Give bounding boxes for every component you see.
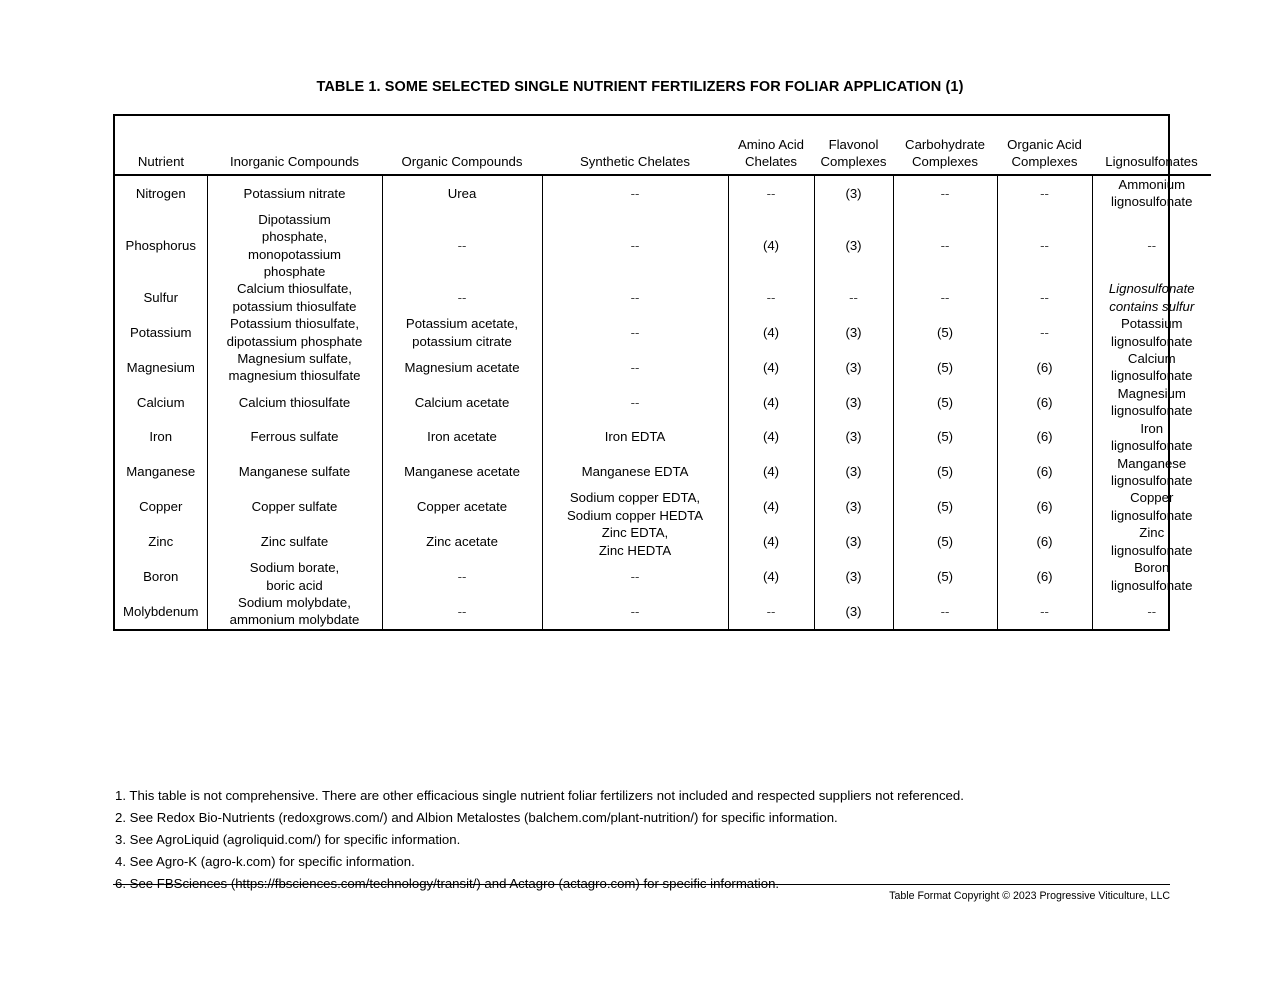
cell-synthetic: -- <box>542 559 728 594</box>
cell-carbohydrate: (5) <box>893 385 997 420</box>
column-header-1: Inorganic Compounds <box>207 116 382 175</box>
cell-synthetic: Iron EDTA <box>542 420 728 455</box>
cell-lignosulfonates: Zinc lignosulfonate <box>1111 525 1193 558</box>
cell-flavonol: (3) <box>814 489 893 524</box>
footnote-4: 4. See Agro-K (agro-k.com) for specific information. <box>115 854 415 870</box>
cell-nutrient: Manganese <box>115 455 207 490</box>
cell-flavonol: (3) <box>814 385 893 420</box>
cell-lignosulfonates: Iron lignosulfonate <box>1111 420 1193 454</box>
cell-carbohydrate: (5) <box>893 489 997 524</box>
cell-flavonol: (3) <box>814 594 893 629</box>
table-row <box>115 559 1211 594</box>
cell-flavonol: (3) <box>814 211 893 281</box>
cell-inorganic: Potassium nitrate <box>207 175 382 211</box>
cell-organic: -- <box>382 280 542 315</box>
table-row <box>115 489 1211 524</box>
cell-lignosulfonates: Copper lignosulfonate <box>1111 490 1193 523</box>
cell-carbohydrate: -- <box>893 211 997 281</box>
table-body <box>115 175 1211 629</box>
cell-synthetic: Zinc EDTA, Zinc HEDTA <box>542 524 728 559</box>
cell-amino: (4) <box>728 315 814 350</box>
cell-organic: Magnesium acetate <box>382 350 542 385</box>
column-header-3: Synthetic Chelates <box>542 116 728 175</box>
footnote-5: 6. See FBSciences (https://fbsciences.com/technology/transit/) and Actagro (actagro.com) for specific information. <box>115 876 780 892</box>
cell-nutrient: Magnesium <box>115 350 207 385</box>
cell-synthetic: -- <box>542 594 728 629</box>
cell-inorganic: Ferrous sulfate <box>207 420 382 455</box>
cell-synthetic: -- <box>542 385 728 420</box>
cell-synthetic: Manganese EDTA <box>542 455 728 490</box>
cell-lignosulfonates: Lignosulfonate contains sulfur <box>1108 281 1195 314</box>
footnote-1: 1. This table is not comprehensive. There are other efficacious single nutrient foliar fertilizers not included and respected suppliers not referenced. <box>115 787 964 803</box>
cell-inorganic: Calcium thiosulfate, potassium thiosulfate <box>207 280 382 315</box>
cell-inorganic: Sodium molybdate, ammonium molybdate <box>207 594 382 629</box>
table-header-row <box>115 116 1211 175</box>
cell-inorganic: Sodium borate, boric acid <box>207 559 382 594</box>
cell-organic_acid: (6) <box>997 350 1092 385</box>
cell-lignosulfonates: Calcium lignosulfonate <box>1111 351 1193 384</box>
cell-flavonol: (3) <box>814 315 893 350</box>
fertilizer-table-container <box>113 114 1198 631</box>
column-header-7: Organic Acid Complexes <box>997 116 1092 175</box>
table-row <box>115 455 1211 490</box>
cell-amino: (4) <box>728 559 814 594</box>
cell-organic_acid: (6) <box>997 559 1092 594</box>
cell-amino: -- <box>728 280 814 315</box>
cell-lignosulfonates: Manganese lignosulfonate <box>1111 455 1193 489</box>
cell-carbohydrate: (5) <box>893 455 997 490</box>
cell-carbohydrate: (5) <box>893 420 997 455</box>
cell-nutrient: Nitrogen <box>115 175 207 211</box>
cell-lignosulfonates: -- <box>1147 237 1157 253</box>
cell-carbohydrate: -- <box>893 594 997 629</box>
cell-amino: (4) <box>728 211 814 281</box>
cell-organic: Calcium acetate <box>382 385 542 420</box>
cell-organic: Manganese acetate <box>382 455 542 490</box>
cell-synthetic: -- <box>542 175 728 211</box>
cell-carbohydrate: (5) <box>893 315 997 350</box>
footnote-3: 3. See AgroLiquid (agroliquid.com/) for specific information. <box>115 831 461 847</box>
cell-organic: -- <box>382 594 542 629</box>
column-header-8: Lignosulfonates <box>1092 116 1211 175</box>
column-header-4: Amino Acid Chelates <box>728 116 814 175</box>
cell-nutrient: Boron <box>115 559 207 594</box>
table-head <box>115 116 1211 175</box>
cell-amino: (4) <box>728 524 814 559</box>
cell-nutrient: Calcium <box>115 385 207 420</box>
cell-lignosulfonates: Boron lignosulfonate <box>1111 560 1193 593</box>
cell-organic: Potassium acetate, potassium citrate <box>382 315 542 350</box>
cell-inorganic: Magnesium sulfate, magnesium thiosulfate <box>207 350 382 385</box>
cell-organic_acid: (6) <box>997 489 1092 524</box>
cell-organic_acid: (6) <box>997 420 1092 455</box>
table-row <box>115 385 1211 420</box>
column-header-5: Flavonol Complexes <box>814 116 893 175</box>
cell-amino: -- <box>728 594 814 629</box>
cell-inorganic: Manganese sulfate <box>207 455 382 490</box>
cell-nutrient: Iron <box>115 420 207 455</box>
cell-organic: Zinc acetate <box>382 524 542 559</box>
column-header-6: Carbohydrate Complexes <box>893 116 997 175</box>
cell-amino: (4) <box>728 350 814 385</box>
cell-nutrient: Zinc <box>115 524 207 559</box>
cell-organic_acid: -- <box>997 211 1092 281</box>
cell-organic_acid: (6) <box>997 455 1092 490</box>
cell-flavonol: (3) <box>814 524 893 559</box>
table-row <box>115 175 1211 211</box>
cell-lignosulfonates: Magnesium lignosulfonate <box>1111 385 1193 419</box>
cell-flavonol: (3) <box>814 455 893 490</box>
table-row <box>115 350 1211 385</box>
cell-amino: -- <box>728 175 814 211</box>
table-row <box>115 315 1211 350</box>
cell-organic: -- <box>382 559 542 594</box>
footer-divider <box>113 884 1170 885</box>
cell-organic_acid: (6) <box>997 524 1092 559</box>
cell-flavonol: (3) <box>814 350 893 385</box>
cell-amino: (4) <box>728 489 814 524</box>
column-header-0: Nutrient <box>115 116 207 175</box>
table-row <box>115 280 1211 315</box>
fertilizer-table <box>115 116 1211 629</box>
page-title: TABLE 1. SOME SELECTED SINGLE NUTRIENT FERTILIZERS FOR FOLIAR APPLICATION (1) <box>316 79 964 95</box>
cell-nutrient: Phosphorus <box>115 211 207 281</box>
cell-organic_acid: -- <box>997 280 1092 315</box>
cell-synthetic: -- <box>542 280 728 315</box>
cell-nutrient: Copper <box>115 489 207 524</box>
cell-amino: (4) <box>728 455 814 490</box>
cell-synthetic: -- <box>542 315 728 350</box>
cell-inorganic: Potassium thiosulfate, dipotassium phosphate <box>207 315 382 350</box>
cell-organic: Iron acetate <box>382 420 542 455</box>
cell-flavonol: (3) <box>814 420 893 455</box>
cell-synthetic: -- <box>542 350 728 385</box>
cell-lignosulfonates: -- <box>1147 603 1157 619</box>
table-row <box>115 524 1211 559</box>
cell-organic_acid: -- <box>997 594 1092 629</box>
table-row <box>115 594 1211 629</box>
copyright-notice: Table Format Copyright © 2023 Progressive Viticulture, LLC <box>889 890 1170 902</box>
cell-carbohydrate: (5) <box>893 350 997 385</box>
cell-synthetic: Sodium copper EDTA, Sodium copper HEDTA <box>542 489 728 524</box>
cell-flavonol: (3) <box>814 559 893 594</box>
cell-organic: Copper acetate <box>382 489 542 524</box>
cell-organic: -- <box>382 211 542 281</box>
cell-carbohydrate: (5) <box>893 559 997 594</box>
cell-carbohydrate: -- <box>893 175 997 211</box>
cell-organic_acid: -- <box>997 175 1092 211</box>
cell-lignosulfonates: Ammonium lignosulfonate <box>1111 176 1193 210</box>
cell-nutrient: Sulfur <box>115 280 207 315</box>
cell-carbohydrate: -- <box>893 280 997 315</box>
cell-flavonol: (3) <box>814 175 893 211</box>
cell-amino: (4) <box>728 385 814 420</box>
cell-organic_acid: (6) <box>997 385 1092 420</box>
cell-inorganic: Calcium thiosulfate <box>207 385 382 420</box>
cell-organic: Urea <box>382 175 542 211</box>
footnote-2: 2. See Redox Bio-Nutrients (redoxgrows.com/) and Albion Metalostes (balchem.com/plant-nutrition/) for specific information. <box>115 809 838 825</box>
footnotes-list <box>115 784 1175 895</box>
table-row <box>115 211 1211 281</box>
table-row <box>115 420 1211 455</box>
cell-inorganic: Zinc sulfate <box>207 524 382 559</box>
cell-organic_acid: -- <box>997 315 1092 350</box>
cell-lignosulfonates: Potassium lignosulfonate <box>1111 316 1193 349</box>
cell-nutrient: Potassium <box>115 315 207 350</box>
cell-inorganic: Dipotassium phosphate, monopotassium phosphate <box>207 211 382 281</box>
cell-carbohydrate: (5) <box>893 524 997 559</box>
cell-amino: (4) <box>728 420 814 455</box>
cell-synthetic: -- <box>542 211 728 281</box>
column-header-2: Organic Compounds <box>382 116 542 175</box>
cell-inorganic: Copper sulfate <box>207 489 382 524</box>
cell-nutrient: Molybdenum <box>115 594 207 629</box>
cell-flavonol: -- <box>814 280 893 315</box>
